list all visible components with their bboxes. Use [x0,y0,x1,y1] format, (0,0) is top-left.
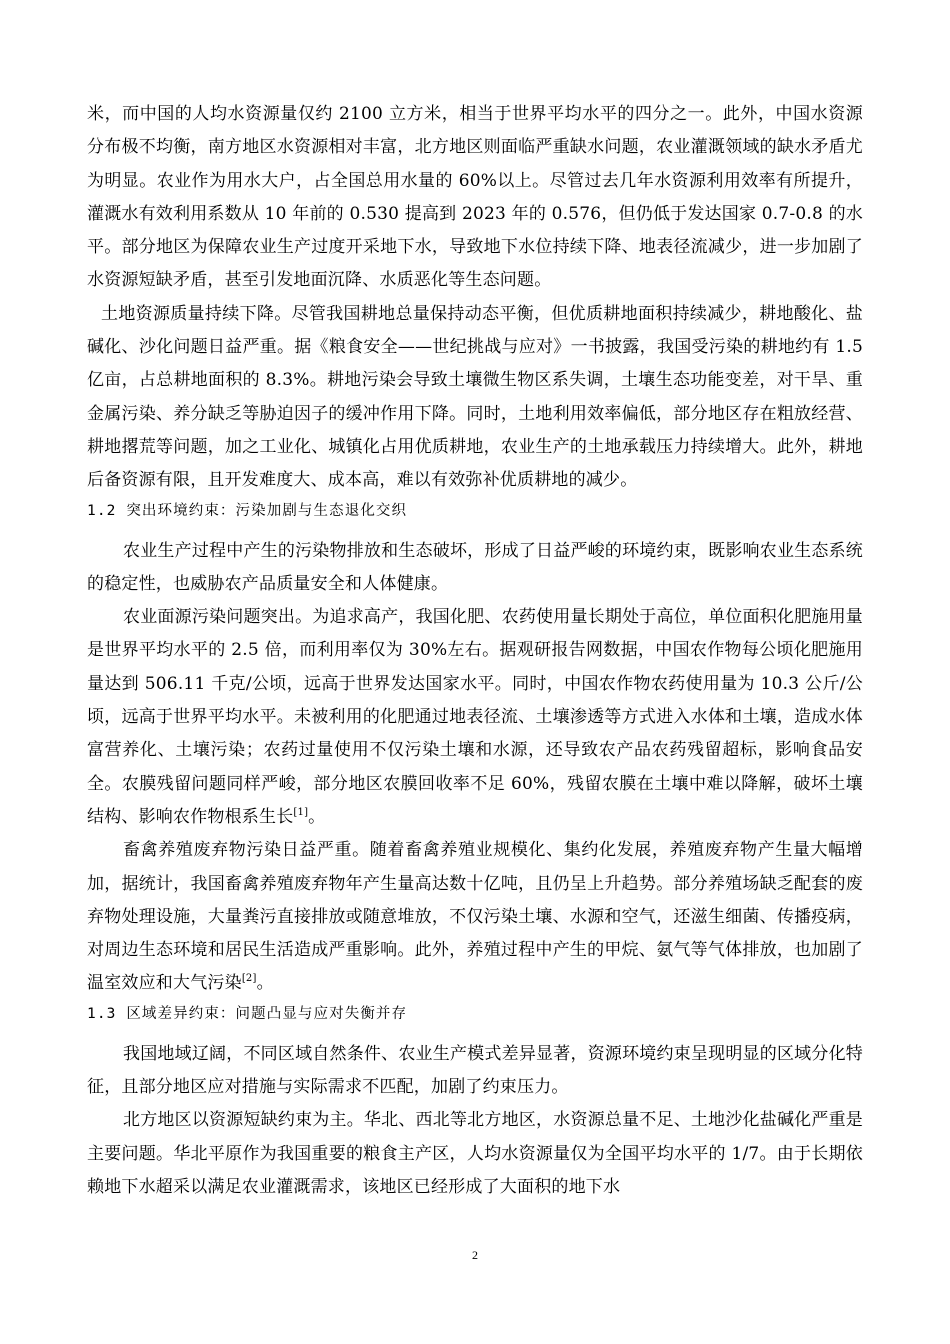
paragraph-land-resources: 土地资源质量持续下降。尽管我国耕地总量保持动态平衡，但优质耕地面积持续减少，耕地酸化、盐碱化、沙化问题日益严重。据《粮食安全——世纪挑战与应对》一书披露，我国受污染的耕地约有 1.5 亿亩，占总耕地面积的 8.3%。耕地污染会导致土壤微生物区系失调，土壤生态功能变差，对干旱、重金属污染、养分缺乏等胁迫因子的缓冲作用下降。同时，土地利用效率偏低，部分地区存在粗放经营、耕地撂荒等问题，加之工业化、城镇化占用优质耕地，农业生产的土地承载压力持续增大。此外，耕地后备资源有限，且开发难度大、成本高，难以有效弥补优质耕地的减少。 [87,303,863,491]
paragraph-north-region: 北方地区以资源短缺约束为主。华北、西北等北方地区，水资源总量不足、土地沙化盐碱化严重是主要问题。华北平原作为我国重要的粮食主产区，人均水资源量仅为全国平均水平的 1/7。由于长期依赖地下水超采以满足农业灌溉需求，该地区已经形成了大面积的地下水 [87,1110,863,1197]
paragraph-environment-intro: 农业生产过程中产生的污染物排放和生态破坏，形成了日益严峻的环境约束，既影响农业生态系统的稳定性，也威胁农产品质量安全和人体健康。 [87,540,863,594]
paragraph-end: 。 [256,973,274,994]
paragraph-nonpoint-pollution [87,601,863,834]
citation-ref-1: [1] [293,806,309,818]
citation-ref-2: [2] [241,973,257,985]
paragraph-livestock-waste [87,834,863,1000]
section-heading-1-3: 1.3 区域差异约束：问题凸显与应对失衡并存 [87,1005,408,1022]
page-body [87,98,863,1204]
paragraph-end: 。 [308,806,326,827]
paragraph-water-resources: 米，而中国的人均水资源量仅约 2100 立方米，相当于世界平均水平的四分之一。此外，中国水资源分布极不均衡，南方地区水资源相对丰富，北方地区则面临严重缺水问题，农业灌溉领域的缺水矛盾尤为明显。农业作为用水大户，占全国总用水量的 60%以上。尽管过去几年水资源利用效率有所提升，灌溉水有效利用系数从 10 年前的 0.530 提高到 2023 年的 0.576，但仍低于发达国家 0.7-0.8 的水平。部分地区为保障农业生产过度开采地下水，导致地下水位持续下降、地表径流减少，进一步加剧了水资源短缺矛盾，甚至引发地面沉降、水质恶化等生态问题。 [87,104,863,291]
paragraph-text: 农业面源污染问题突出。为追求高产，我国化肥、农药使用量长期处于高位，单位面积化肥施用量是世界平均水平的 2.5 倍，而利用率仅为 30%左右。据观研报告网数据，中国农作物每公顷化肥施用量达到 506.11 千克/公顷，远高于世界发达国家水平。同时，中国农作物农药使用量为 10.3 公斤/公顷，远高于世界平均水平。未被利用的化肥通过地表径流、土壤渗透等方式进入水体和土壤，造成水体富营养化、土壤污染；农药过量使用不仅污染土壤和水源，还导致农产品农药残留超标，影响食品安全。农膜残留问题同样严峻，部分地区农膜回收率不足 60%，残留农膜在土壤中难以降解，破坏土壤结构、影响农作物根系生长 [87,607,863,827]
paragraph-text: 畜禽养殖废弃物污染日益严重。随着畜禽养殖业规模化、集约化发展，养殖废弃物产生量大幅增加，据统计，我国畜禽养殖废弃物年产生量高达数十亿吨，且仍呈上升趋势。部分养殖场缺乏配套的废弃物处理设施，大量粪污直接排放或随意堆放，不仅污染土壤、水源和空气，还滋生细菌、传播疫病，对周边生态环境和居民生活造成严重影响。此外，养殖过程中产生的甲烷、氨气等气体排放，也加剧了温室效应和大气污染 [87,840,863,994]
page-number: 2 [472,1248,478,1262]
paragraph-regional-intro: 我国地域辽阔，不同区域自然条件、农业生产模式差异显著，资源环境约束呈现明显的区域分化特征，且部分地区应对措施与实际需求不匹配，加剧了约束压力。 [87,1043,863,1098]
section-heading-1-2: 1.2 突出环境约束：污染加剧与生态退化交织 [87,502,408,519]
